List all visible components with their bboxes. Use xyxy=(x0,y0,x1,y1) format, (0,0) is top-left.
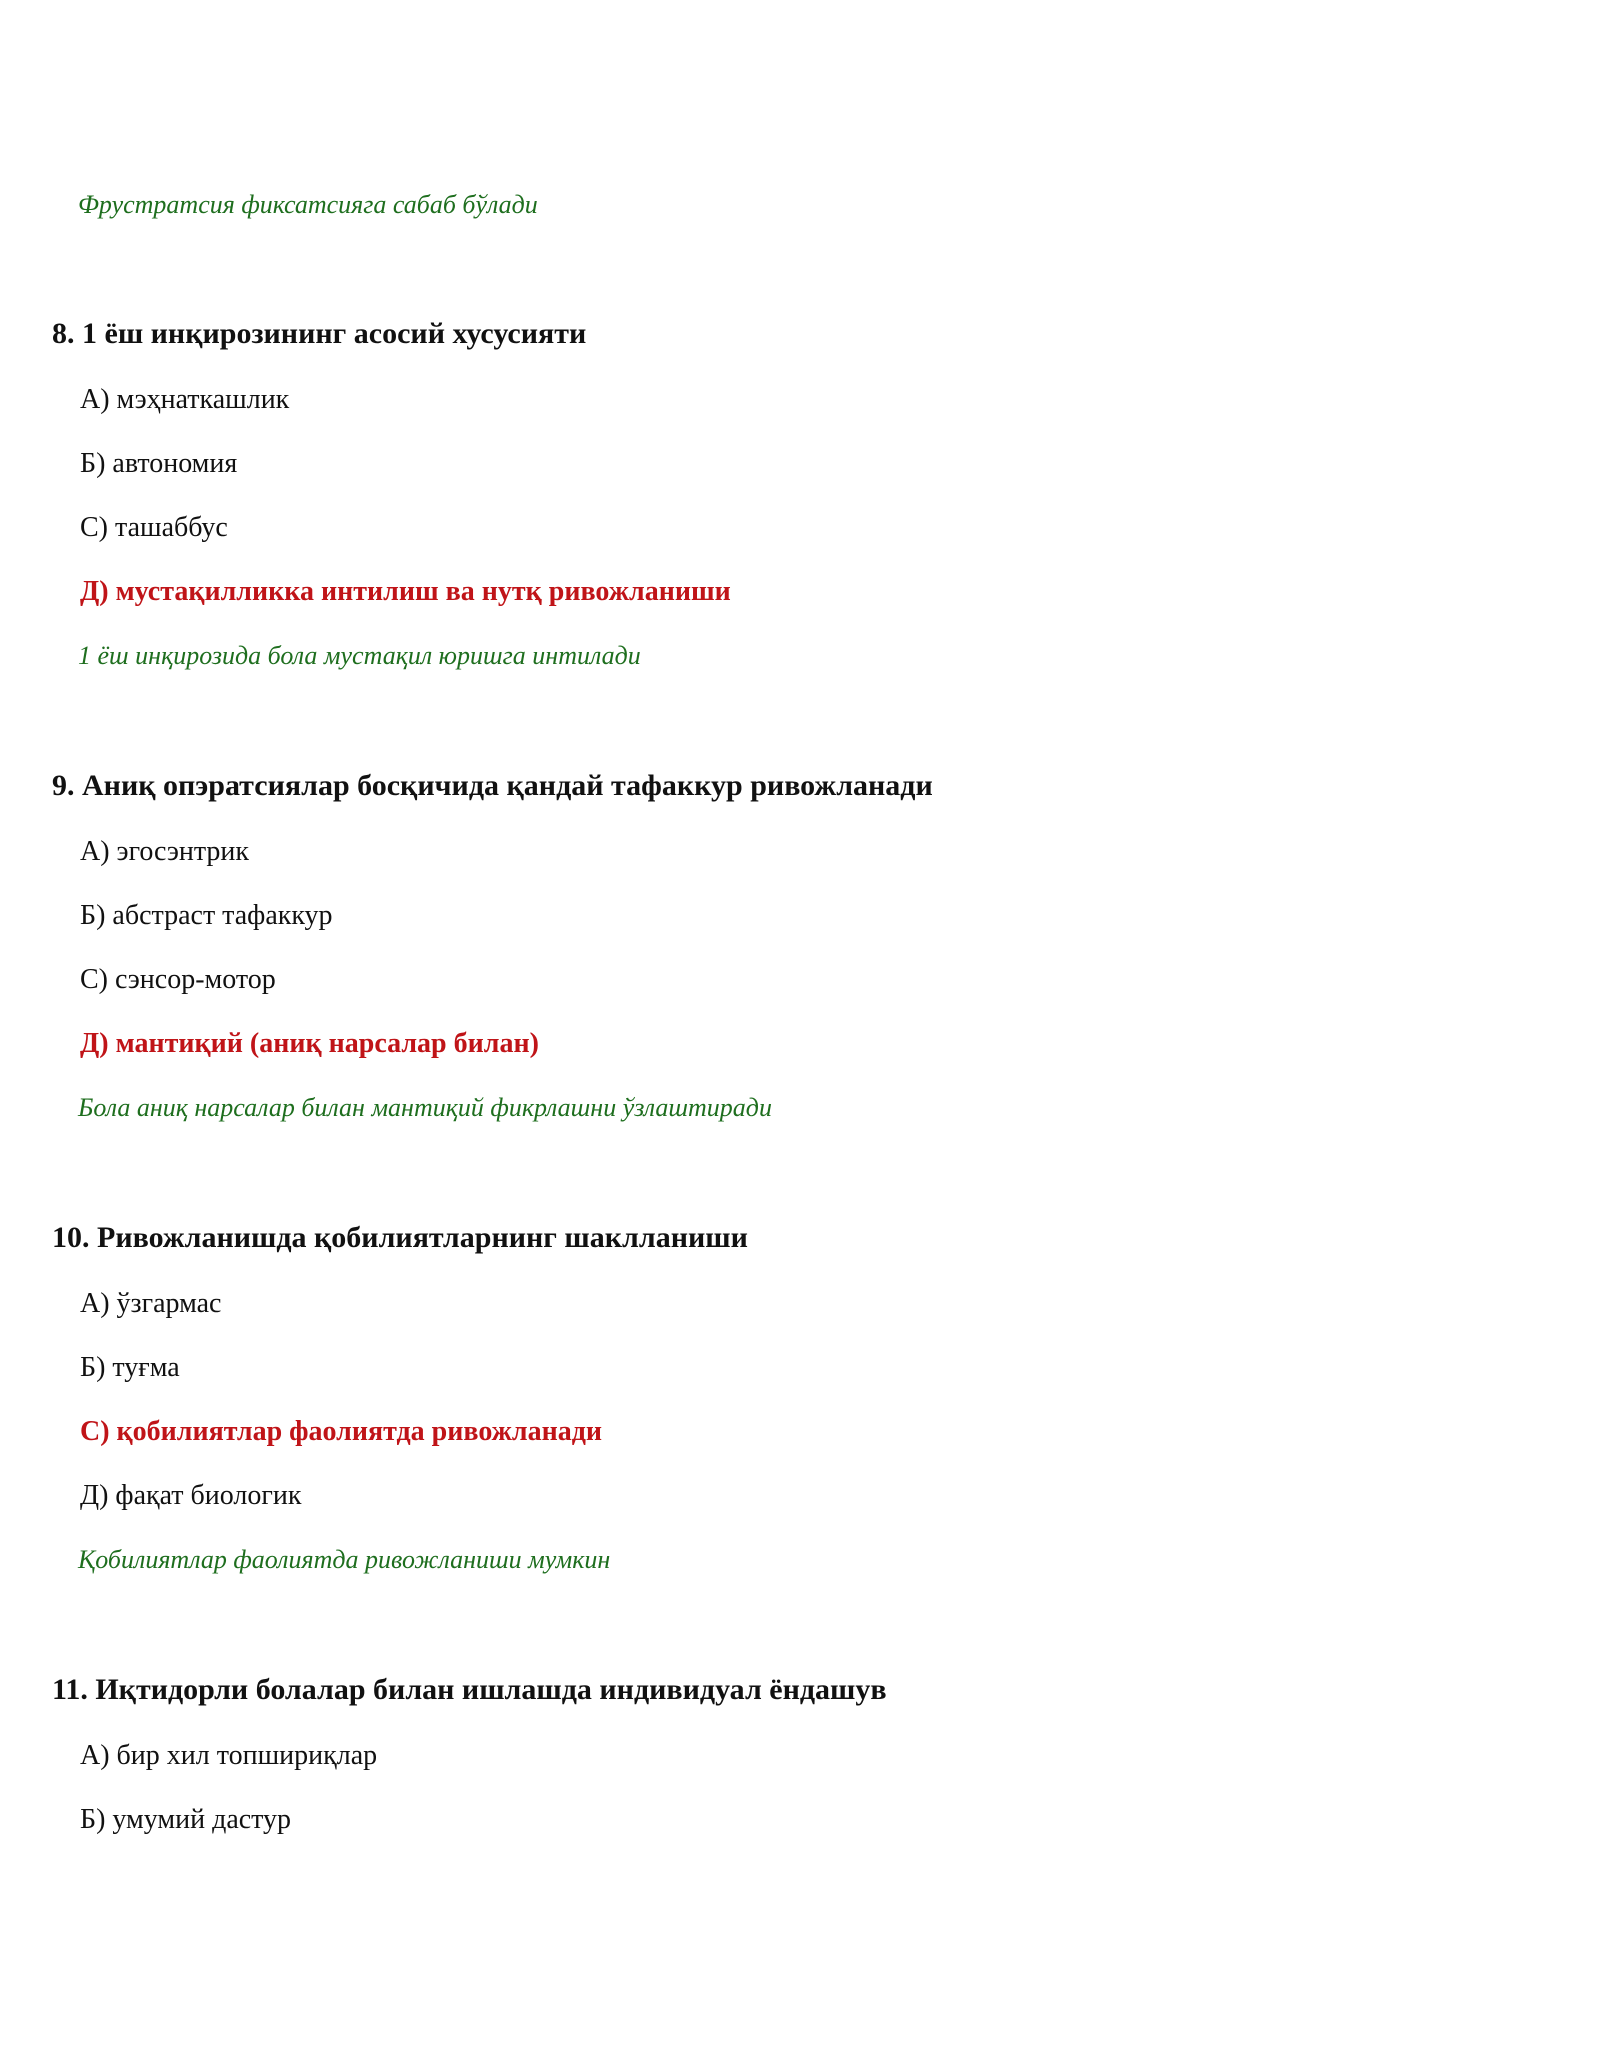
question-10-explanation: Қобилиятлар фаолиятда ривожланиши мумкин xyxy=(78,1545,611,1574)
question-8-title: 8. 1 ёш инқирозининг асосий хусусияти xyxy=(52,317,587,350)
question-11-option-a: А) бир хил топшириқлар xyxy=(80,1740,378,1771)
question-11-title: 11. Иқтидорли болалар билан ишлашда индивидуал ёндашув xyxy=(52,1673,887,1706)
question-8-option-d: Д) мустақилликка интилиш ва нутқ ривожланиши xyxy=(80,576,731,607)
question-10-title: 10. Ривожланишда қобилиятларнинг шаклланиши xyxy=(52,1221,748,1254)
question-11-option-b: Б) умумий дастур xyxy=(80,1804,292,1835)
question-8-option-a: А) мэҳнаткашлик xyxy=(80,384,290,415)
question-10-option-b: Б) туғма xyxy=(80,1352,180,1383)
intro-explanation: Фрустратсия фиксатсияга сабаб бўлади xyxy=(78,190,538,219)
question-8-explanation: 1 ёш инқирозида бола мустақил юришга интилади xyxy=(78,641,641,670)
question-10-option-c: С) қобилиятлар фаолиятда ривожланади xyxy=(80,1416,603,1447)
question-9-option-d: Д) мантиқий (аниқ нарсалар билан) xyxy=(80,1028,539,1059)
question-9-explanation: Бола аниқ нарсалар билан мантиқий фикрлашни ўзлаштиради xyxy=(78,1093,772,1122)
question-10-option-d: Д) фақат биологик xyxy=(80,1480,302,1511)
question-10-option-a: А) ўзгармас xyxy=(80,1288,222,1319)
question-9-option-a: А) эгосэнтрик xyxy=(80,836,249,867)
question-8-option-c: С) ташаббус xyxy=(80,512,228,543)
question-8-option-b: Б) автономия xyxy=(80,448,238,479)
question-9-title: 9. Аниқ опэратсиялар босқичида қандай тафаккур ривожланади xyxy=(52,769,933,802)
question-9-option-b: Б) абстраст тафаккур xyxy=(80,900,333,931)
question-9-option-c: С) сэнсор-мотор xyxy=(80,964,276,995)
